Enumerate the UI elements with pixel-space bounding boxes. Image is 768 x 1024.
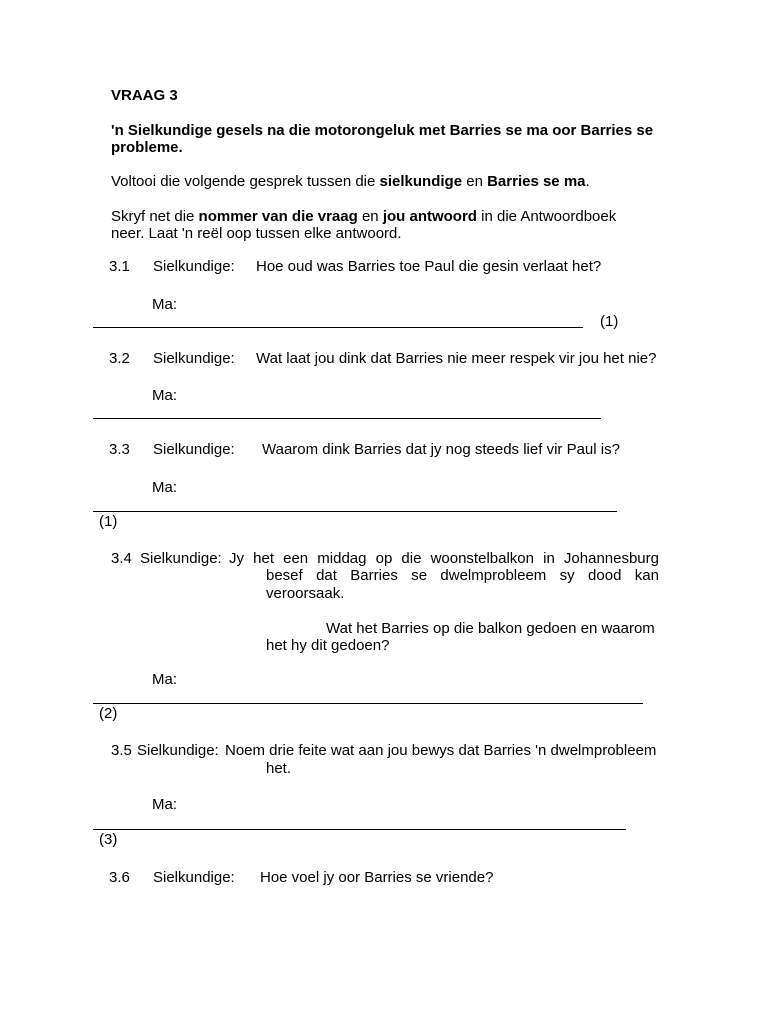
ma-label: Ma: — [152, 479, 178, 496]
instruction-write-line-2: neer. Laat 'n reël oop tussen elke antwoord. — [111, 225, 402, 242]
question-speaker: Sielkundige: — [153, 258, 235, 275]
question-text-line: Wat het Barries op die balkon gedoen en waarom — [326, 620, 655, 637]
answer-line — [93, 703, 643, 704]
ma-label: Ma: — [152, 796, 178, 813]
question-number: 3.2 — [109, 350, 130, 367]
page-title: VRAAG 3 — [111, 87, 178, 104]
question-text: Wat laat jou dink dat Barries nie meer respek vir jou het nie? — [256, 350, 657, 367]
question-speaker: Sielkundige: — [153, 350, 235, 367]
instruction-write — [111, 208, 616, 226]
instruction-text: in die Antwoordboek — [476, 208, 617, 225]
instruction-complete — [111, 173, 590, 191]
instruction-bold-answer: jou antwoord — [382, 208, 477, 225]
question-number: 3.6 — [109, 869, 130, 886]
ma-label: Ma: — [152, 671, 178, 688]
ma-label: Ma: — [152, 296, 178, 313]
question-number: 3.5 — [111, 742, 132, 759]
question-marks: (3) — [99, 831, 118, 848]
question-text-line: Noem drie feite wat aan jou bewys dat Barries 'n dwelmprobleem — [225, 742, 657, 759]
question-text: Waarom dink Barries dat jy nog steeds lief vir Paul is? — [262, 441, 620, 458]
answer-line — [93, 327, 583, 328]
answer-line — [93, 511, 617, 512]
question-number: 3.3 — [109, 441, 130, 458]
question-text: Hoe voel jy oor Barries se vriende? — [260, 869, 494, 886]
instruction-text: Voltooi die volgende gesprek tussen die — [111, 173, 380, 190]
question-speaker: Sielkundige: — [153, 441, 235, 458]
instruction-text: en — [357, 208, 383, 225]
question-text-line: veroorsaak. — [266, 585, 345, 602]
instruction-text: Skryf net die — [111, 208, 199, 225]
answer-line — [93, 418, 601, 419]
question-speaker: Sielkundige: — [137, 742, 219, 759]
intro-line-1: 'n Sielkundige gesels na die motorongeluk met Barries se ma oor Barries se — [111, 122, 654, 139]
instruction-bold-sielkundige: sielkundige — [379, 173, 463, 190]
instruction-text: en — [462, 173, 488, 190]
question-number: 3.1 — [109, 258, 130, 275]
instruction-text: . — [585, 173, 590, 190]
answer-line — [93, 829, 626, 830]
question-number: 3.4 — [111, 550, 132, 567]
question-text-line: het. — [266, 760, 292, 777]
question-text-line: besef dat Barries se dwelmprobleem sy dood kan — [266, 567, 659, 584]
ma-label: Ma: — [152, 387, 178, 404]
question-marks: (1) — [600, 313, 619, 330]
instruction-bold-ma: Barries se ma — [487, 173, 586, 190]
instruction-bold-number: nommer van die vraag — [198, 208, 358, 225]
question-text: Hoe oud was Barries toe Paul die gesin verlaat het? — [256, 258, 602, 275]
question-speaker: Sielkundige: — [140, 550, 222, 567]
question-text-line: het hy dit gedoen? — [266, 637, 390, 654]
question-marks: (1) — [99, 513, 118, 530]
question-marks: (2) — [99, 705, 118, 722]
intro-line-2: probleme. — [111, 139, 183, 156]
question-speaker: Sielkundige: — [153, 869, 235, 886]
question-text-line: Jy het een middag op die woonstelbalkon in Johannesburg — [229, 550, 659, 567]
